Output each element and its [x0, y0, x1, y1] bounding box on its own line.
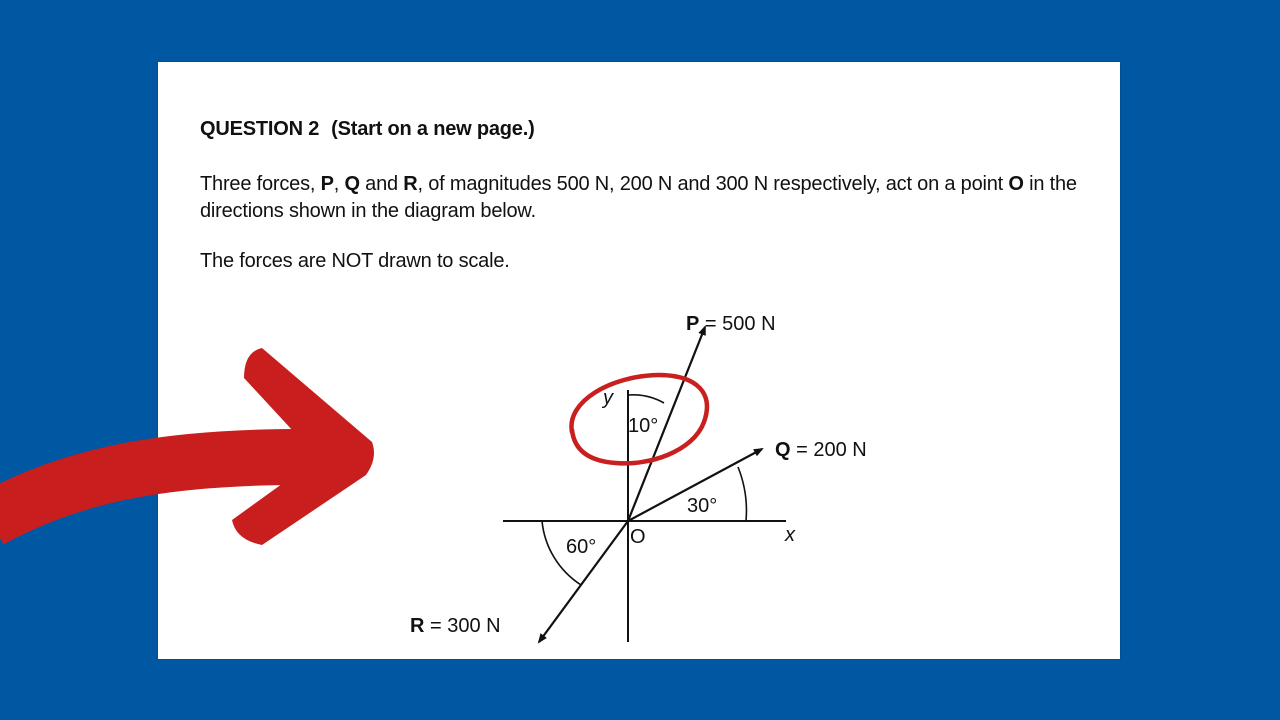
question-note: (Start on a new page.) — [331, 118, 535, 140]
force-q-symbol: Q — [344, 173, 360, 195]
text-run: in the directions shown in the diagram below. — [200, 173, 1077, 222]
origin-label: O — [630, 526, 646, 548]
point-o-symbol: O — [1008, 173, 1024, 195]
force-p-label: P = 500 N — [686, 313, 776, 335]
force-p-symbol: P — [320, 173, 334, 195]
text-run: Three forces, — [200, 173, 321, 195]
angle-label-q: 30° — [687, 495, 718, 517]
y-axis-label: y — [603, 387, 613, 409]
text-run: , of magnitudes 500 N, 200 N and 300 N respectively, act on a point — [417, 173, 1009, 195]
text-run: and — [359, 173, 404, 195]
force-q-label: Q = 200 N — [775, 439, 867, 461]
scale-note: The forces are NOT drawn to scale. — [200, 250, 510, 272]
angle-label-p: 10° — [628, 415, 659, 437]
force-r-symbol: R — [403, 173, 418, 195]
angle-label-r: 60° — [566, 536, 597, 558]
text-run: , — [333, 173, 345, 195]
x-axis-label: x — [785, 524, 795, 546]
question-number: QUESTION 2 — [200, 118, 320, 140]
force-r-label: R = 300 N — [410, 615, 501, 637]
